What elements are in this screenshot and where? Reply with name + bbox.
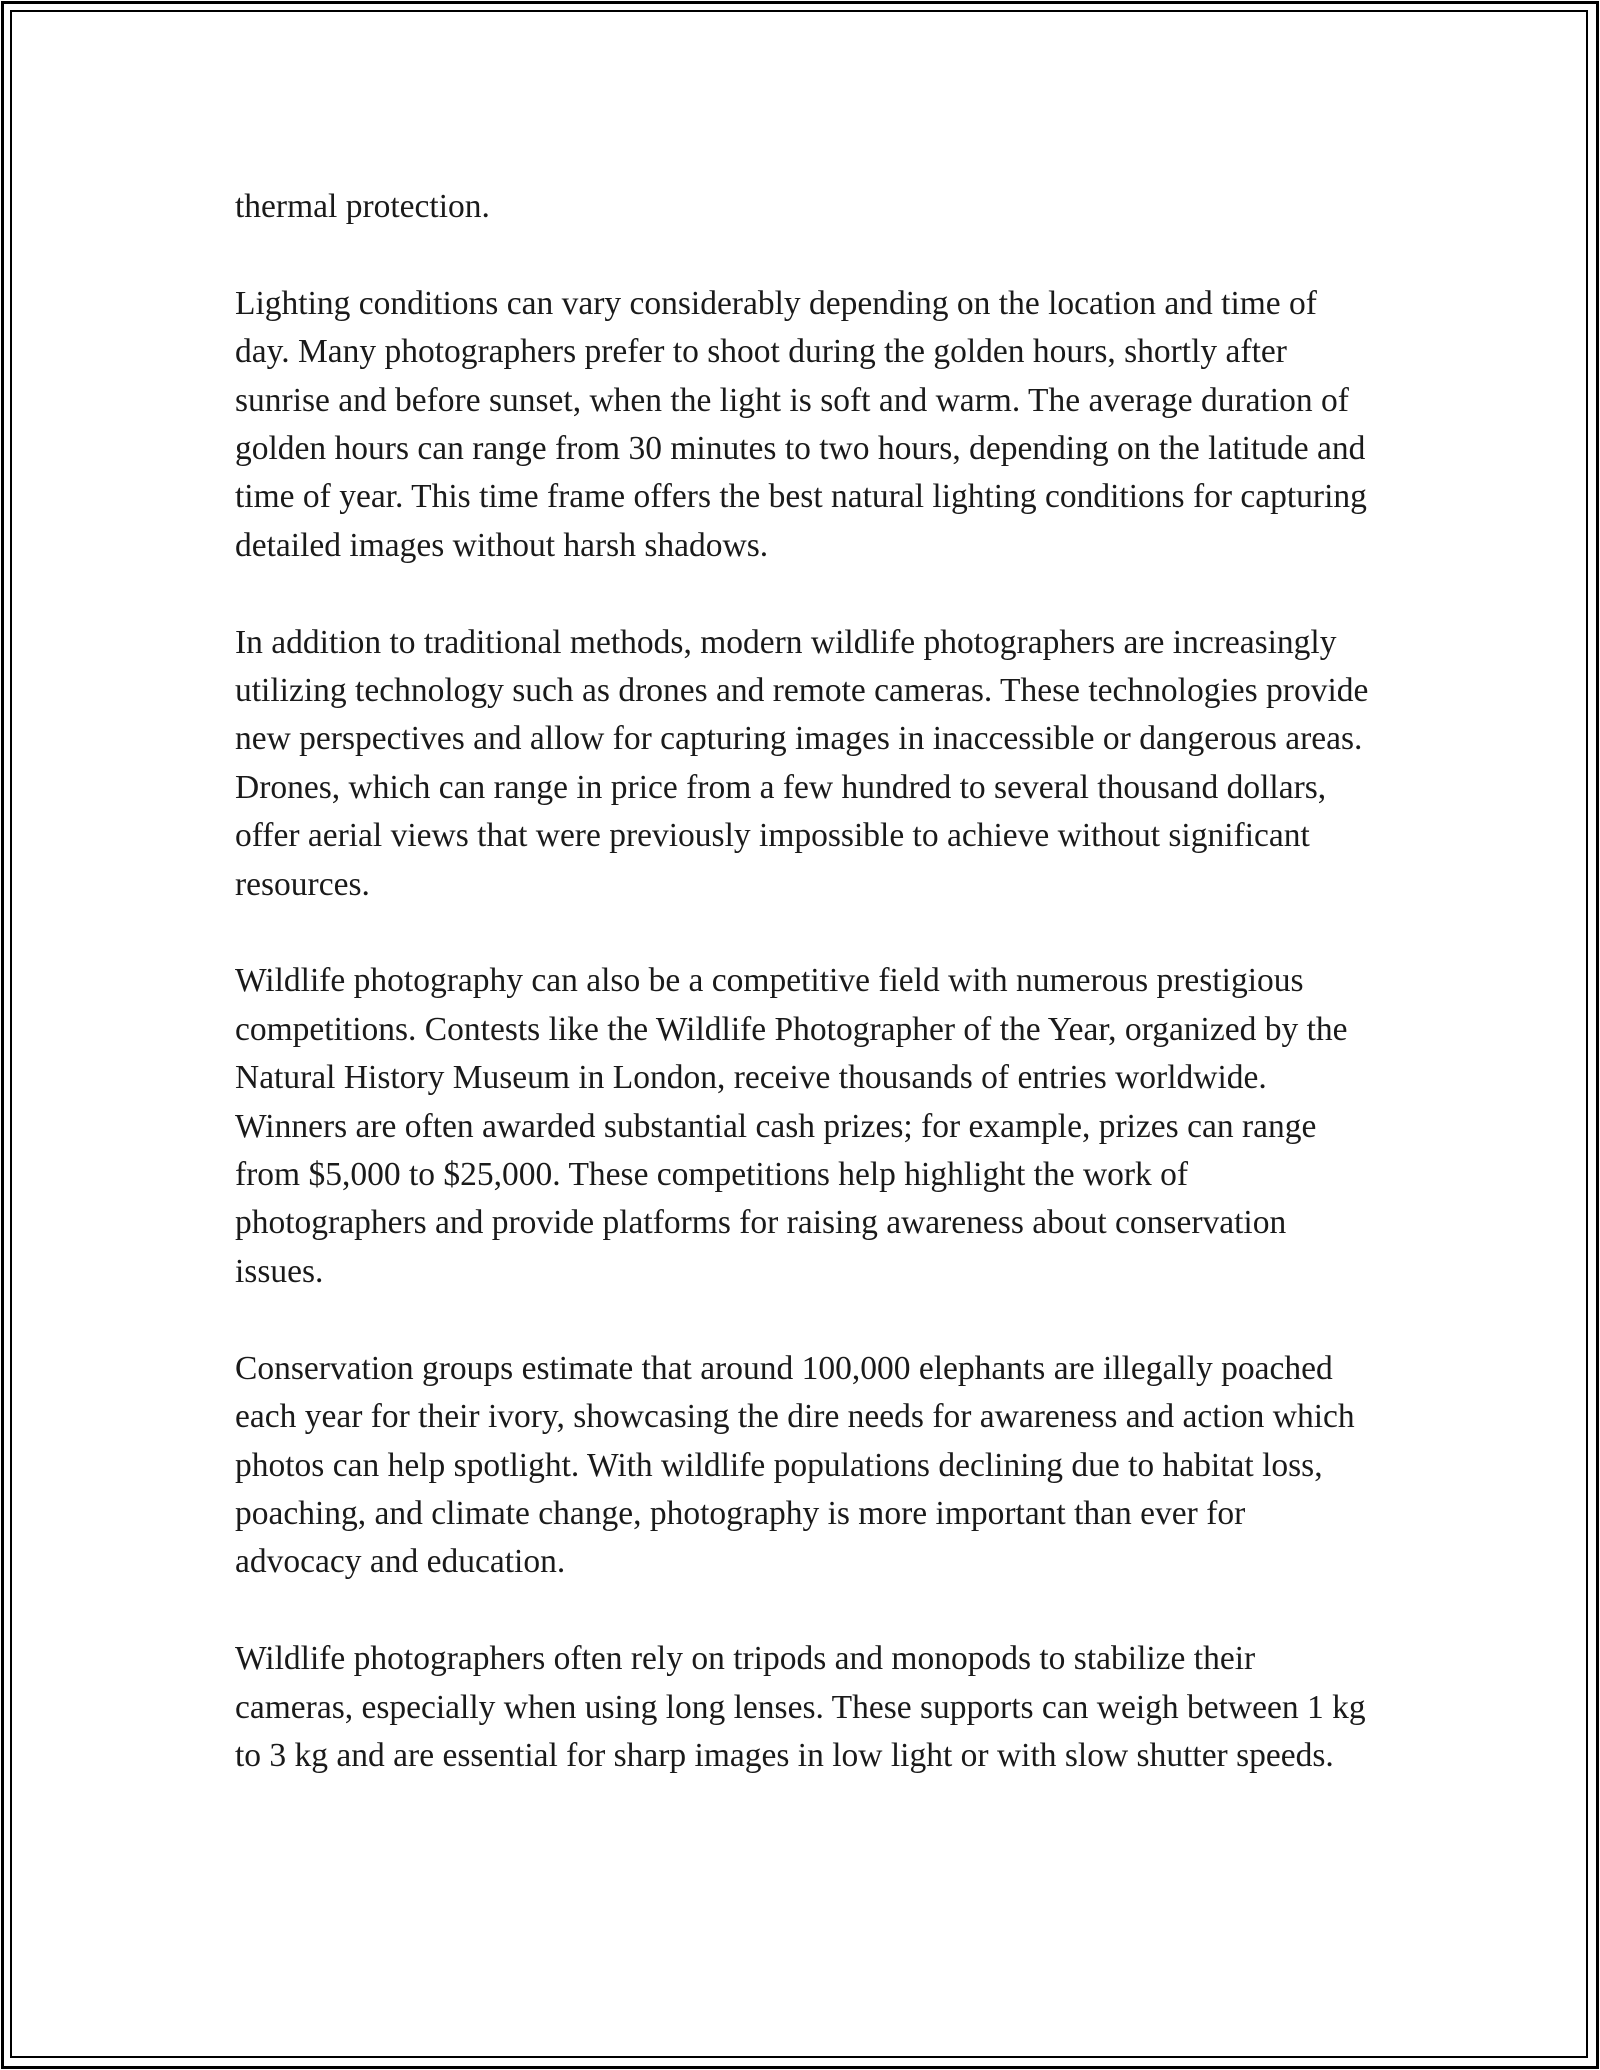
document-body — [235, 183, 1370, 1829]
paragraph-tripods: Wildlife photographers often rely on tripods and monopods to stabilize their cameras, especially when using long lenses. These supports can weigh between 1 kg to 3 kg and are essential for sharp images in low light or with slow shutter speeds. — [235, 1640, 1366, 1774]
paragraph-lighting-conditions: Lighting conditions can vary considerably depending on the location and time of day. Many photographers prefer to shoot during the golden hours, shortly after sunrise and before sunset, when the light is soft and warm. The average duration of golden hours can range from 30 minutes to two hours, depending on the latitude and time of year. This time frame offers the best natural lighting conditions for capturing detailed images without harsh shadows. — [235, 284, 1367, 564]
paragraph-competitions: Wildlife photography can also be a competitive field with numerous prestigious competitions. Contests like the Wildlife Photographer of the Year, organized by the Natural History Museum in London, receive thousands of entries worldwide. Winners are often awarded substantial cash prizes; for example, prizes can range from $5,000 to $25,000. These competitions help highlight the work of photographers and provide platforms for raising awareness about conservation issues. — [235, 962, 1348, 1290]
paragraph-thermal-protection: thermal protection. — [235, 188, 490, 225]
paragraph-modern-technology: In addition to traditional methods, modern wildlife photographers are increasingly utilizing technology such as drones and remote cameras. These technologies provide new perspectives and allow for capturing images in inaccessible or dangerous areas. Drones, which can range in price from a few hundred to several thousand dollars, offer aerial views that were previously impossible to achieve without significant resources. — [235, 623, 1369, 903]
paragraph-conservation: Conservation groups estimate that around 100,000 elephants are illegally poached each year for their ivory, showcasing the dire needs for awareness and action which photos can help spotlight. With wildlife populations declining due to habitat loss, poaching, and climate change, photography is more important than ever for advocacy and education. — [235, 1349, 1355, 1581]
